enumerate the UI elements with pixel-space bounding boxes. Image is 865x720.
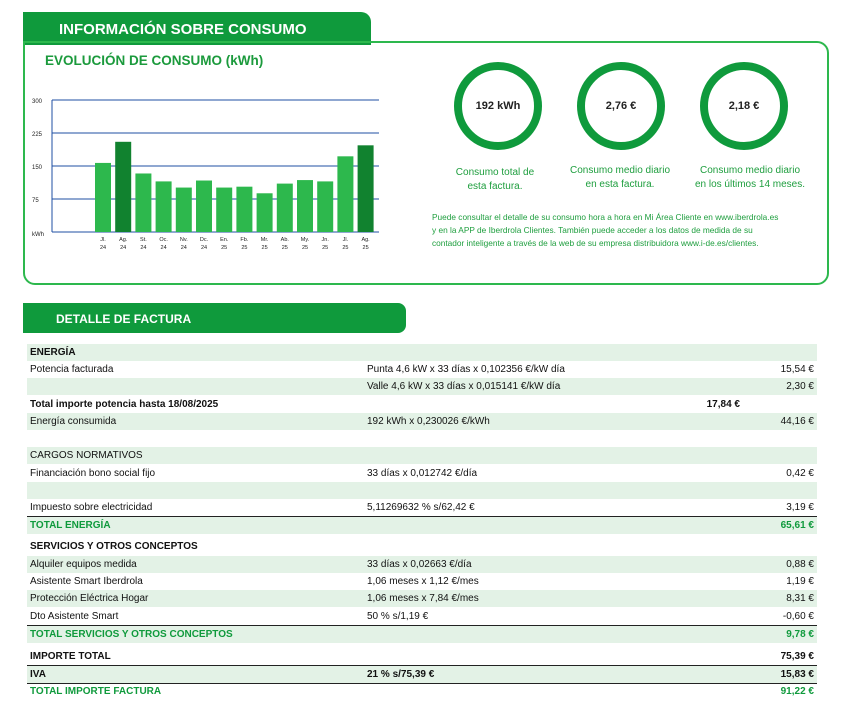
table-row: Alquiler equipos medida 33 días x 0,02663 €/día 0,88 € xyxy=(27,556,817,573)
x-tick-year: 24 xyxy=(160,245,167,251)
bar-jl-24 xyxy=(95,163,111,232)
x-tick-label: En. xyxy=(220,237,229,243)
table-row: TOTAL IMPORTE FACTURA 91,22 € xyxy=(30,686,814,697)
bar-jn-25 xyxy=(317,181,333,232)
bar-ab-25 xyxy=(277,184,293,232)
total-consumption-circle xyxy=(454,62,542,150)
bar-ag-25 xyxy=(358,145,374,232)
bar-st-24 xyxy=(135,173,151,232)
x-tick-label: Dc. xyxy=(199,237,209,243)
avg-daily-invoice-circle xyxy=(577,62,665,150)
x-tick-year: 25 xyxy=(241,245,248,251)
bar-ag-24 xyxy=(115,142,131,232)
avg-daily-14m-value: 2,18 € xyxy=(728,100,760,112)
x-tick-label: Oc. xyxy=(159,237,168,243)
avg-daily-14m-label: Consumo medio diario en los últimos 14 meses. xyxy=(694,165,806,190)
x-tick-year: 25 xyxy=(281,245,288,251)
bar-my-25 xyxy=(297,180,313,232)
x-tick-label: Jl. xyxy=(342,237,349,243)
table-row xyxy=(27,482,817,499)
total-consumption-value: 192 kWh xyxy=(475,100,521,112)
x-tick-year: 24 xyxy=(140,245,147,251)
detalle-factura-header: DETALLE DE FACTURA xyxy=(23,303,406,333)
y-tick-label: 300 xyxy=(32,99,43,105)
x-tick-year: 25 xyxy=(322,245,329,251)
x-tick-label: My. xyxy=(300,237,310,243)
x-tick-year: 24 xyxy=(200,245,208,251)
avg-daily-invoice-label: Consumo medio diario en esta factura. xyxy=(569,165,671,190)
avg-daily-14m-circle xyxy=(700,62,788,150)
info-consumo-header: INFORMACIÓN SOBRE CONSUMO xyxy=(23,12,371,45)
bar-mr-25 xyxy=(257,193,273,232)
table-row: Valle 4,6 kW x 33 días x 0,015141 €/kW día 2,30 € xyxy=(27,378,817,395)
bar-oc-24 xyxy=(156,181,172,232)
table-row: SERVICIOS Y OTROS CONCEPTOS xyxy=(30,541,198,552)
table-row: IVA 21 % s/75,39 € 15,83 € xyxy=(27,666,817,683)
bar-jl-25 xyxy=(337,156,353,232)
x-tick-label: Nv. xyxy=(179,237,188,243)
table-row: Dto Asistente Smart 50 % s/1,19 € -0,60 € xyxy=(30,611,814,622)
table-row: Financiación bono social fijo 33 días x 0,012742 €/día 0,42 € xyxy=(30,468,814,479)
x-tick-label: Mr. xyxy=(260,237,269,243)
x-tick-year: 24 xyxy=(180,245,187,251)
x-tick-year: 25 xyxy=(221,245,228,251)
chart-title: EVOLUCIÓN DE CONSUMO (kWh) xyxy=(45,53,264,68)
table-row: Protección Eléctrica Hogar 1,06 meses x 7,84 €/mes 8,31 € xyxy=(27,590,817,607)
table-row: ENERGÍA xyxy=(27,344,817,361)
consumo-note: Puede consultar el detalle de su consumo hora a hora en Mi Área Cliente en www.iberdrola.es y en la APP de Iberdrola Clientes. También puede acceder a los datos de medida de su contador inteligente a través de la web de su empresa distribuidora www.i-de.es/clientes. xyxy=(432,212,779,248)
x-tick-year: 24 xyxy=(120,245,127,251)
bar-en-25 xyxy=(216,188,232,232)
y-tick-label: 225 xyxy=(32,132,43,138)
table-row: TOTAL ENERGÍA 65,61 € xyxy=(27,517,817,534)
total-consumption-label: Consumo total de esta factura. xyxy=(455,167,535,192)
table-row xyxy=(27,430,817,447)
bar-fb-25 xyxy=(236,187,252,232)
table-row: Potencia facturada Punta 4,6 kW x 33 días x 0,102356 €/kW día 15,54 € xyxy=(30,364,814,375)
x-tick-year: 25 xyxy=(261,245,268,251)
consumption-chart xyxy=(28,90,388,262)
x-tick-label: Jn. xyxy=(321,237,329,243)
x-tick-year: 25 xyxy=(301,245,309,251)
table-row: IMPORTE TOTAL 75,39 € xyxy=(30,651,814,662)
avg-daily-invoice-value: 2,76 € xyxy=(605,100,637,112)
x-tick-year: 25 xyxy=(362,245,369,251)
y-axis-label: kWh xyxy=(32,232,44,238)
x-tick-label: Ag. xyxy=(119,237,128,243)
x-tick-label: Ag. xyxy=(361,237,370,243)
x-tick-label: St. xyxy=(140,237,147,243)
table-row: Asistente Smart Iberdrola 1,06 meses x 1,12 €/mes 1,19 € xyxy=(30,576,814,587)
table-row: Energía consumida 192 kWh x 0,230026 €/kWh 44,16 € xyxy=(27,413,817,430)
y-tick-label: 75 xyxy=(32,198,39,204)
table-row: Impuesto sobre electricidad 5,11269632 % s/62,42 € 3,19 € xyxy=(30,502,814,513)
bar-dc-24 xyxy=(196,181,212,232)
table-row: CARGOS NORMATIVOS xyxy=(27,447,817,464)
x-tick-label: Jl. xyxy=(100,237,106,243)
table-row: TOTAL SERVICIOS Y OTROS CONCEPTOS 9,78 € xyxy=(27,626,817,643)
x-tick-year: 25 xyxy=(342,245,349,251)
x-tick-year: 24 xyxy=(99,245,107,251)
bar-nv-24 xyxy=(176,188,192,232)
table-row: Total importe potencia hasta 18/08/2025 17,84 € xyxy=(30,399,740,410)
x-tick-label: Fb. xyxy=(240,237,249,243)
y-tick-label: 150 xyxy=(32,165,43,171)
x-tick-label: Ab. xyxy=(280,237,289,243)
